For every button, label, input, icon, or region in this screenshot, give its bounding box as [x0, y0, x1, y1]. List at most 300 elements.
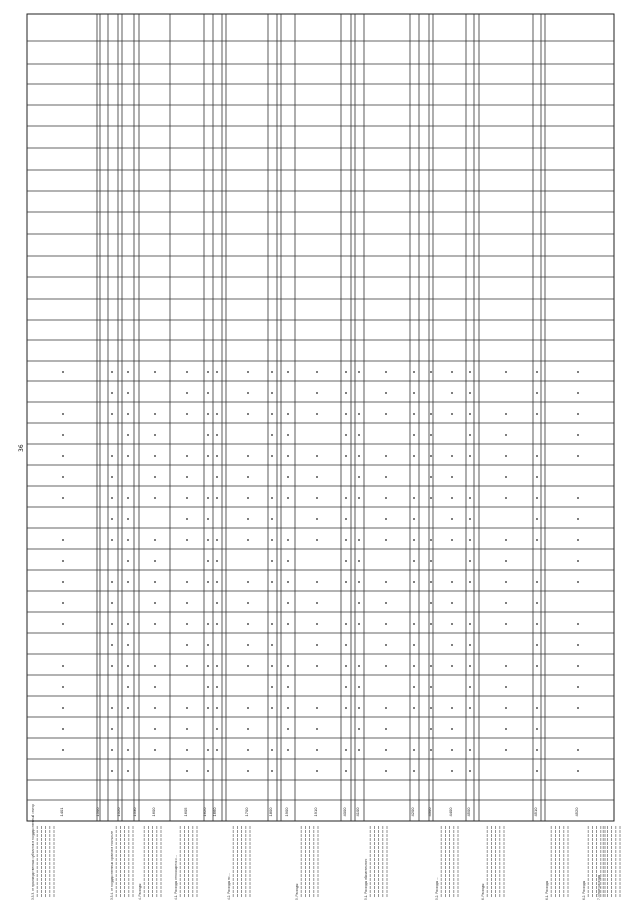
- row-code: 4520: [574, 807, 579, 817]
- row-code: 4510: [533, 807, 538, 817]
- cell-dot: [287, 686, 289, 688]
- cell-dot: [207, 392, 209, 394]
- cell-dot: [469, 455, 471, 457]
- cell-dot: [247, 497, 249, 499]
- row-code: 1500: [95, 807, 100, 817]
- cell-dot: [207, 518, 209, 520]
- row-code: 1600: [151, 807, 156, 817]
- cell-dot: [207, 413, 209, 415]
- cell-dot: [451, 413, 453, 415]
- cell-dot: [345, 371, 347, 373]
- cell-dot: [247, 749, 249, 751]
- cell-dot: [271, 623, 273, 625]
- cell-dot: [451, 623, 453, 625]
- cell-dot: [536, 728, 538, 730]
- cell-dot: [430, 539, 432, 541]
- cell-dot: [505, 581, 507, 583]
- cell-dot: [207, 539, 209, 541]
- cell-dot: [358, 623, 360, 625]
- cell-dot: [216, 497, 218, 499]
- cell-dot: [247, 728, 249, 730]
- cell-dot: [345, 539, 347, 541]
- cell-dot: [216, 623, 218, 625]
- svg-text:5. Расходы: 5. Расходы: [295, 883, 299, 900]
- cell-dot: [271, 434, 273, 436]
- cell-dot: [505, 749, 507, 751]
- cell-dot: [287, 623, 289, 625]
- cell-dot: [469, 434, 471, 436]
- cell-dot: [469, 581, 471, 583]
- cell-dot: [469, 644, 471, 646]
- cell-dot: [430, 749, 432, 751]
- cell-dot: [345, 413, 347, 415]
- cell-dot: [505, 539, 507, 541]
- cell-dot: [385, 728, 387, 730]
- cell-dot: [216, 455, 218, 457]
- cell-dot: [154, 665, 156, 667]
- cell-dot: [413, 581, 415, 583]
- cell-dot: [316, 728, 318, 730]
- cell-dot: [430, 455, 432, 457]
- cell-dot: [430, 602, 432, 604]
- cell-dot: [154, 623, 156, 625]
- cell-dot: [385, 770, 387, 772]
- cell-dot: [111, 623, 113, 625]
- cell-dot: [413, 455, 415, 457]
- cell-dot: [316, 476, 318, 478]
- cell-dot: [287, 560, 289, 562]
- cell-dot: [451, 455, 453, 457]
- cell-dot: [287, 434, 289, 436]
- cell-dot: [111, 644, 113, 646]
- cell-dot: [207, 455, 209, 457]
- cell-dot: [345, 770, 347, 772]
- cell-dot: [207, 623, 209, 625]
- cell-dot: [505, 560, 507, 562]
- cell-dot: [186, 392, 188, 394]
- cell-dot: [316, 623, 318, 625]
- cell-dot: [413, 770, 415, 772]
- cell-dot: [271, 686, 273, 688]
- cell-dot: [505, 497, 507, 499]
- cell-dot: [577, 392, 579, 394]
- cell-dot: [430, 371, 432, 373]
- row-code: 1900: [284, 807, 289, 817]
- cell-dot: [216, 602, 218, 604]
- cell-dot: [413, 539, 415, 541]
- cell-dot: [207, 497, 209, 499]
- cell-dot: [287, 476, 289, 478]
- cell-dot: [154, 749, 156, 751]
- cell-dot: [127, 665, 129, 667]
- cell-dot: [186, 413, 188, 415]
- cell-dot: [247, 581, 249, 583]
- cell-dot: [186, 749, 188, 751]
- cell-dot: [536, 392, 538, 394]
- cell-dot: [505, 707, 507, 709]
- cell-dot: [62, 749, 64, 751]
- cell-dot: [385, 707, 387, 709]
- cell-dot: [358, 581, 360, 583]
- cell-dot: [577, 371, 579, 373]
- cell-dot: [186, 623, 188, 625]
- cell-dot: [430, 581, 432, 583]
- cell-dot: [287, 665, 289, 667]
- cell-dot: [287, 497, 289, 499]
- cell-dot: [385, 455, 387, 457]
- cell-dot: [469, 371, 471, 373]
- cell-dot: [186, 518, 188, 520]
- cell-dot: [216, 539, 218, 541]
- cell-dot: [216, 581, 218, 583]
- cell-dot: [287, 707, 289, 709]
- cell-dot: [62, 539, 64, 541]
- cell-dot: [413, 623, 415, 625]
- cell-dot: [271, 392, 273, 394]
- cell-dot: [207, 686, 209, 688]
- cell-dot: [154, 497, 156, 499]
- cell-dot: [271, 707, 273, 709]
- cell-dot: [413, 518, 415, 520]
- cell-dot: [577, 539, 579, 541]
- cell-dot: [127, 560, 129, 562]
- cell-dot: [62, 371, 64, 373]
- cell-dot: [271, 539, 273, 541]
- cell-dot: [430, 476, 432, 478]
- cell-dot: [413, 686, 415, 688]
- cell-dot: [271, 518, 273, 520]
- cell-dot: [247, 770, 249, 772]
- cell-dot: [358, 665, 360, 667]
- cell-dot: [207, 749, 209, 751]
- cell-dot: [247, 602, 249, 604]
- cell-dot: [505, 455, 507, 457]
- cell-dot: [216, 434, 218, 436]
- cell-dot: [345, 707, 347, 709]
- cell-dot: [536, 539, 538, 541]
- cell-dot: [385, 665, 387, 667]
- cell-dot: [316, 497, 318, 499]
- svg-text:6. Расходы: 6. Расходы: [481, 883, 485, 900]
- svg-text:6.2. Расходы: 6.2. Расходы: [582, 881, 586, 900]
- cell-dot: [247, 476, 249, 478]
- cell-dot: [430, 707, 432, 709]
- cell-dot: [316, 581, 318, 583]
- cell-dot: [505, 623, 507, 625]
- cell-dot: [430, 560, 432, 562]
- cell-dot: [505, 434, 507, 436]
- cell-dot: [358, 371, 360, 373]
- cell-dot: [358, 455, 360, 457]
- cell-dot: [536, 749, 538, 751]
- cell-dot: [247, 455, 249, 457]
- cell-dot: [111, 749, 113, 751]
- cell-dot: [505, 413, 507, 415]
- cell-dot: [216, 686, 218, 688]
- cell-dot: [247, 413, 249, 415]
- row-code: 4000: [342, 807, 347, 817]
- cell-dot: [536, 770, 538, 772]
- cell-dot: [127, 623, 129, 625]
- cell-dot: [469, 749, 471, 751]
- cell-dot: [247, 644, 249, 646]
- row-code: 1530: [132, 807, 137, 817]
- cell-dot: [127, 455, 129, 457]
- cell-dot: [287, 413, 289, 415]
- cell-dot: [469, 560, 471, 562]
- cell-dot: [358, 707, 360, 709]
- row-code: 1520: [116, 807, 121, 817]
- cell-dot: [536, 413, 538, 415]
- cell-dot: [345, 623, 347, 625]
- cell-dot: [216, 371, 218, 373]
- cell-dot: [287, 581, 289, 583]
- cell-dot: [247, 665, 249, 667]
- cell-dot: [577, 560, 579, 562]
- cell-dot: [430, 497, 432, 499]
- cell-dot: [358, 539, 360, 541]
- cell-dot: [316, 539, 318, 541]
- cell-dot: [316, 392, 318, 394]
- cell-dot: [577, 707, 579, 709]
- cell-dot: [127, 413, 129, 415]
- cell-dot: [536, 455, 538, 457]
- cell-dot: [469, 392, 471, 394]
- cell-dot: [451, 476, 453, 478]
- cell-dot: [345, 560, 347, 562]
- cell-dot: [316, 455, 318, 457]
- cell-dot: [577, 413, 579, 415]
- cell-dot: [111, 455, 113, 457]
- cell-dot: [216, 728, 218, 730]
- cell-dot: [358, 749, 360, 751]
- cell-dot: [62, 476, 64, 478]
- cell-dot: [111, 539, 113, 541]
- cell-dot: [505, 476, 507, 478]
- cell-dot: [385, 581, 387, 583]
- cell-dot: [287, 371, 289, 373]
- cell-dot: [430, 728, 432, 730]
- svg-text:3.3.3. от производственных суб: 3.3.3. от производственных субъектов в государственный сектор: [31, 804, 35, 900]
- cell-dot: [469, 413, 471, 415]
- cell-dot: [358, 560, 360, 562]
- cell-dot: [247, 623, 249, 625]
- row-code: 4500: [466, 807, 471, 817]
- cell-dot: [271, 665, 273, 667]
- cell-dot: [345, 749, 347, 751]
- cell-dot: [577, 581, 579, 583]
- svg-text:6.1. Расходы: 6.1. Расходы: [545, 881, 549, 900]
- cell-dot: [186, 728, 188, 730]
- cell-dot: [451, 749, 453, 751]
- cell-dot: [536, 476, 538, 478]
- cell-dot: [413, 749, 415, 751]
- cell-dot: [469, 707, 471, 709]
- cell-dot: [186, 476, 188, 478]
- cell-dot: [316, 644, 318, 646]
- row-code: 1401: [59, 807, 64, 817]
- cell-dot: [385, 539, 387, 541]
- cell-dot: [577, 518, 579, 520]
- cell-dot: [430, 686, 432, 688]
- cell-dot: [247, 392, 249, 394]
- cell-dot: [577, 497, 579, 499]
- row-code: 4300: [427, 807, 432, 817]
- cell-dot: [451, 665, 453, 667]
- cell-dot: [271, 749, 273, 751]
- cell-dot: [111, 707, 113, 709]
- cell-dot: [186, 581, 188, 583]
- cell-dot: [316, 707, 318, 709]
- cell-dot: [505, 371, 507, 373]
- svg-text:5.2. Расходы ...: 5.2. Расходы ...: [435, 877, 439, 900]
- cell-dot: [62, 623, 64, 625]
- cell-dot: [154, 476, 156, 478]
- cell-dot: [451, 581, 453, 583]
- cell-dot: [469, 770, 471, 772]
- cell-dot: [271, 581, 273, 583]
- cell-dot: [536, 623, 538, 625]
- cell-dot: [345, 497, 347, 499]
- cell-dot: [127, 644, 129, 646]
- row-code: 1660: [212, 807, 217, 817]
- cell-dot: [385, 497, 387, 499]
- cell-dot: [186, 770, 188, 772]
- cell-dot: [469, 539, 471, 541]
- cell-dot: [154, 539, 156, 541]
- cell-dot: [154, 560, 156, 562]
- cell-dot: [154, 581, 156, 583]
- cell-dot: [385, 413, 387, 415]
- cell-dot: [345, 581, 347, 583]
- cell-dot: [469, 623, 471, 625]
- cell-dot: [536, 644, 538, 646]
- cell-dot: [451, 518, 453, 520]
- cell-dot: [207, 371, 209, 373]
- cell-dot: [271, 644, 273, 646]
- cell-dot: [111, 392, 113, 394]
- cell-dot: [451, 371, 453, 373]
- cell-dot: [505, 665, 507, 667]
- cell-dot: [154, 602, 156, 604]
- cell-dot: [451, 392, 453, 394]
- cell-dot: [358, 476, 360, 478]
- cell-dot: [271, 413, 273, 415]
- cell-dot: [358, 602, 360, 604]
- cell-dot: [385, 476, 387, 478]
- cell-dot: [469, 497, 471, 499]
- cell-dot: [413, 392, 415, 394]
- page-number: 36: [18, 444, 25, 452]
- cell-dot: [451, 770, 453, 772]
- cell-dot: [271, 455, 273, 457]
- cell-dot: [154, 434, 156, 436]
- cell-dot: [154, 707, 156, 709]
- row-code: 4200: [410, 807, 415, 817]
- cell-dot: [577, 434, 579, 436]
- cell-dot: [111, 413, 113, 415]
- cell-dot: [186, 707, 188, 709]
- cell-dot: [345, 644, 347, 646]
- row-code: 1910: [313, 807, 318, 817]
- cell-dot: [62, 413, 64, 415]
- cell-dot: [127, 434, 129, 436]
- cell-dot: [345, 518, 347, 520]
- cell-dot: [154, 686, 156, 688]
- cell-dot: [385, 392, 387, 394]
- cell-dot: [469, 665, 471, 667]
- cell-dot: [413, 434, 415, 436]
- svg-text:3.3.4. от государственных орга: 3.3.4. от государственных органов в том числе: [110, 830, 114, 900]
- cell-dot: [316, 518, 318, 520]
- cell-dot: [247, 707, 249, 709]
- svg-text:4.2. Расходы по ...: 4.2. Расходы по ...: [227, 873, 231, 900]
- cell-dot: [287, 602, 289, 604]
- cell-dot: [111, 770, 113, 772]
- cell-dot: [287, 455, 289, 457]
- cell-dot: [505, 602, 507, 604]
- cell-dot: [127, 581, 129, 583]
- cell-dot: [111, 497, 113, 499]
- cell-dot: [271, 560, 273, 562]
- cell-dot: [536, 581, 538, 583]
- cell-dot: [207, 560, 209, 562]
- cell-dot: [358, 434, 360, 436]
- cell-dot: [536, 602, 538, 604]
- cell-dot: [577, 644, 579, 646]
- cell-dot: [451, 497, 453, 499]
- cell-dot: [385, 749, 387, 751]
- cell-dot: [385, 371, 387, 373]
- cell-dot: [316, 413, 318, 415]
- cell-dot: [577, 665, 579, 667]
- cell-dot: [413, 644, 415, 646]
- cell-dot: [216, 560, 218, 562]
- cell-dot: [345, 392, 347, 394]
- svg-text:7. Иные расходы: 7. Иные расходы: [597, 874, 601, 900]
- svg-text:4. Расходы: 4. Расходы: [138, 883, 142, 900]
- cell-dot: [186, 602, 188, 604]
- cell-dot: [127, 497, 129, 499]
- cell-dot: [127, 749, 129, 751]
- cell-dot: [469, 518, 471, 520]
- row-code: 1800: [268, 807, 273, 817]
- cell-dot: [111, 476, 113, 478]
- cell-dot: [127, 371, 129, 373]
- cell-dot: [358, 497, 360, 499]
- cell-dot: [430, 665, 432, 667]
- cell-dot: [127, 707, 129, 709]
- cell-dot: [127, 392, 129, 394]
- cell-dot: [577, 455, 579, 457]
- cell-dot: [216, 665, 218, 667]
- cell-dot: [111, 581, 113, 583]
- cell-dot: [287, 749, 289, 751]
- cell-dot: [186, 644, 188, 646]
- row-code: 1605: [183, 807, 188, 817]
- cell-dot: [358, 728, 360, 730]
- cell-dot: [345, 455, 347, 457]
- cell-dot: [186, 371, 188, 373]
- cell-dot: [207, 644, 209, 646]
- cell-dot: [62, 455, 64, 457]
- cell-dot: [316, 770, 318, 772]
- cell-dot: [207, 665, 209, 667]
- cell-dot: [207, 770, 209, 772]
- cell-dot: [385, 623, 387, 625]
- cell-dot: [62, 665, 64, 667]
- cell-dot: [577, 686, 579, 688]
